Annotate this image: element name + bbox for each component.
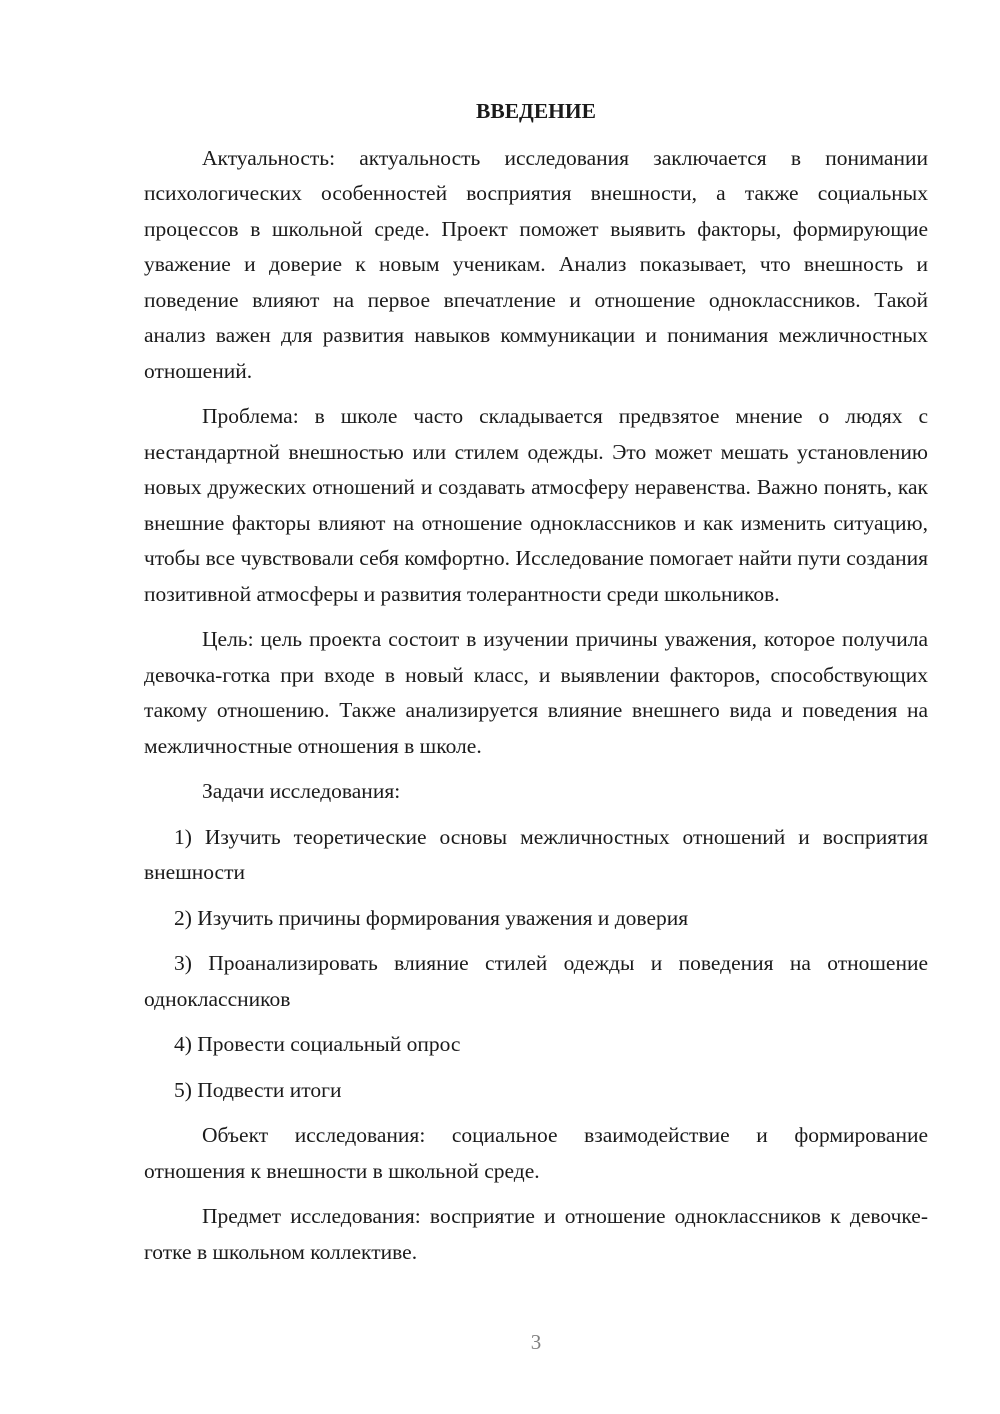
tasks-heading: Задачи исследования: (202, 779, 401, 803)
task-item: 3) Проанализировать влияние стилей одежды и поведения на отношение одноклассников (144, 951, 928, 1011)
object-paragraph: Объект исследования: социальное взаимодействие и формирование отношения к внешности в школьной среде. (144, 1123, 928, 1183)
task-item: 1) Изучить теоретические основы межличностных отношений и восприятия внешности (144, 824, 928, 884)
relevance-paragraph: Актуальность: актуальность исследования заключается в понимании психологических особенностей восприятия внешности, а также социальных процессов в школьной среде. Проект поможет выявить факторы, формирующие уважение и доверие к новым ученикам. Анализ показывает, что внешность и поведение влияют на первое впечатление и отношение одноклассников. Такой анализ важен для развития навыков коммуникации и понимания межличностных отношений. (144, 145, 928, 383)
problem-paragraph: Проблема: в школе часто складывается предвзятое мнение о людях с нестандартной внешностью или стилем одежды. Это может мешать установлению новых дружеских отношений и создавать атмосферу неравенства. Важно понять, как внешние факторы влияют на отношение одноклассников и как изменить ситуацию, чтобы все чувствовали себя комфортно. Исследование помогает найти пути создания позитивной атмосферы и развития толерантности среди школьников. (144, 404, 928, 606)
page-content (144, 94, 928, 1280)
task-item: 2) Изучить причины формирования уважения и доверия (174, 905, 689, 930)
goal-paragraph: Цель: цель проекта состоит в изучении причины уважения, которое получила девочка-готка при входе в новый класс, и выявлении факторов, способствующих такому отношению. Также анализируется влияние внешнего вида и поведения на межличностные отношения в школе. (144, 627, 928, 758)
task-item: 5) Подвести итоги (174, 1077, 342, 1102)
page-number: 3 (530, 1330, 542, 1354)
subject-paragraph: Предмет исследования: восприятие и отношение одноклассников к девочке-готке в школьном коллективе. (144, 1204, 928, 1264)
task-item: 4) Провести социальный опрос (174, 1032, 461, 1056)
section-title: ВВЕДЕНИЕ (476, 99, 596, 123)
